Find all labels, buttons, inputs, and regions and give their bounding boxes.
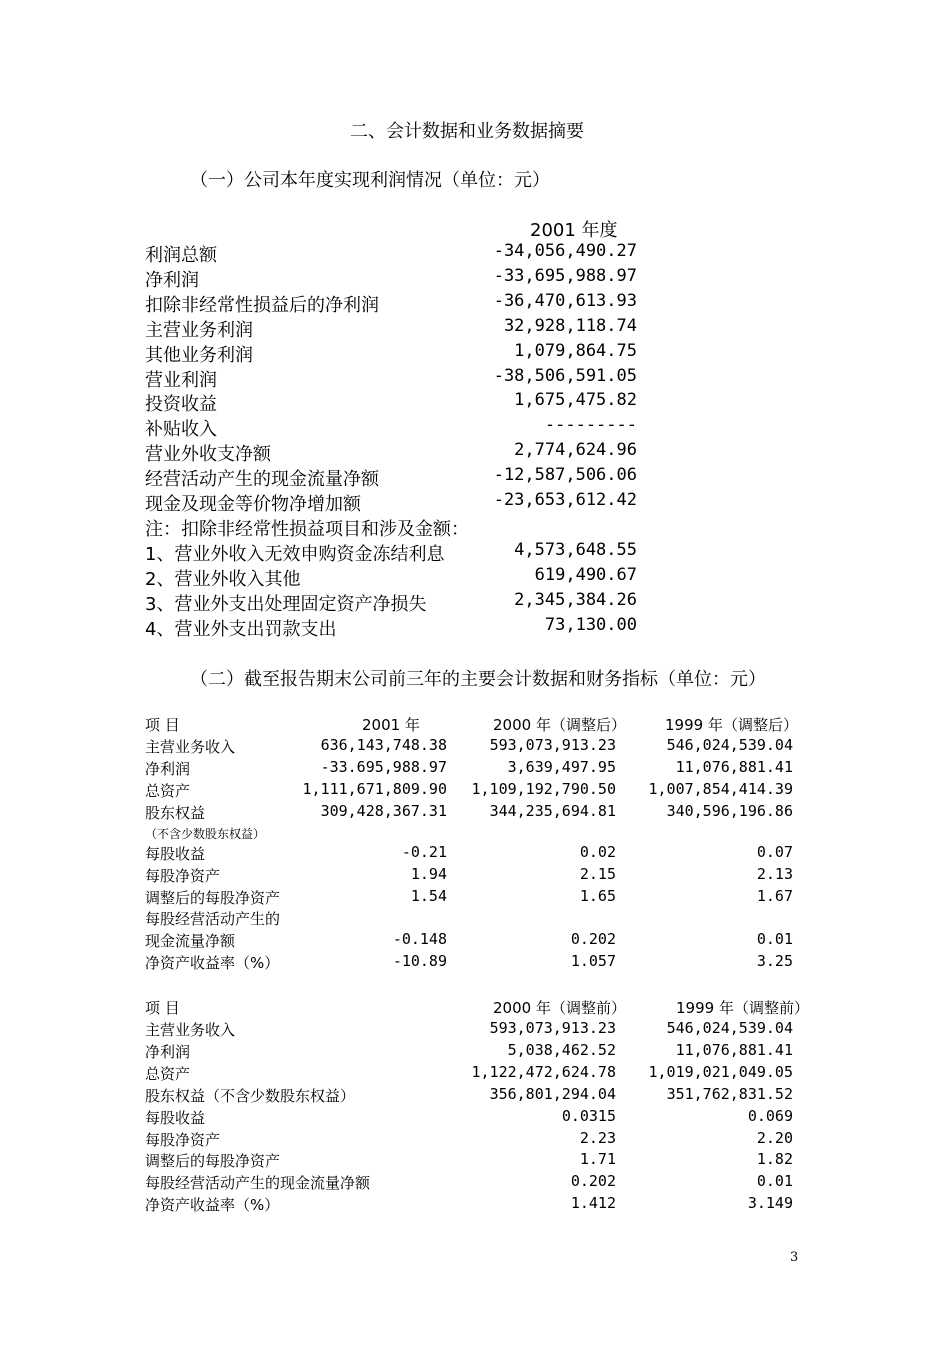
profit-row-label: 扣除非经常性损益后的净利润 — [145, 294, 379, 316]
page-number: 3 — [790, 1250, 799, 1265]
profit-row-value: -12,587,506.06 — [493, 465, 637, 486]
table2-cell-v2: 5,038,462.52 — [507, 1040, 616, 1059]
table2-row-label: 每股净资产 — [145, 1130, 221, 1149]
table2-cell-v3: 11,076,881.41 — [675, 1040, 793, 1059]
table1-cell-v2: 593,073,913.23 — [489, 736, 616, 754]
table1-cell-v2: 1,109,192,790.50 — [471, 780, 616, 798]
table1-row-label: （不含少数股东权益） — [145, 827, 266, 841]
section1-year-header: 2001 年度 — [530, 220, 618, 241]
profit-row-value: -36,470,613.93 — [493, 290, 637, 311]
profit-row-value: 619,490.67 — [534, 564, 637, 585]
table1-row-label: 主营业务收入 — [145, 738, 236, 756]
profit-row-label: 1、营业外收入无效申购资金冻结利息 — [145, 543, 445, 565]
table1-cell-v1: 309,428,367.31 — [320, 802, 447, 820]
table2-cell-v3: 1,019,021,049.05 — [648, 1062, 793, 1081]
table2-cell-v2: 1,122,472,624.78 — [471, 1062, 616, 1081]
profit-row-label: 2、营业外收入其他 — [145, 568, 301, 590]
profit-row-value: 2,774,624.96 — [514, 440, 637, 461]
profit-row-value: 1,675,475.82 — [514, 390, 637, 411]
profit-row-label: 投资收益 — [145, 394, 217, 416]
profit-row-value: -23,653,612.42 — [493, 490, 637, 510]
section1-title: （一）公司本年度实现利润情况（单位：元） — [190, 170, 550, 191]
table2-cell-v3: 0.069 — [747, 1106, 793, 1125]
profit-row — [145, 241, 637, 266]
profit-row-label: 其他业务利润 — [145, 344, 253, 366]
table2-row-label: 净利润 — [145, 1042, 191, 1061]
table2-header-cell: 项 目 — [145, 999, 180, 1017]
profit-row-label: 4、营业外支出罚款支出 — [145, 618, 337, 640]
table1-row-label: 调整后的每股净资产 — [145, 889, 281, 907]
table2-row-label: 每股收益 — [145, 1108, 206, 1127]
table1-cell-v2: 2.15 — [579, 865, 616, 883]
table1-row-label: 现金流量净额 — [145, 932, 236, 950]
profit-row — [145, 390, 637, 415]
profit-row-label: 经营活动产生的现金流量净额 — [145, 469, 379, 491]
table1-cell-v1: 636,143,748.38 — [320, 736, 447, 754]
table2-row-label: 每股经营活动产生的现金流量净额 — [145, 1174, 371, 1193]
table1-cell-v3: 1.67 — [756, 887, 793, 905]
profit-row — [145, 291, 637, 316]
table2-cell-v2: 0.0315 — [561, 1106, 616, 1125]
table1-cell-v1: -0.148 — [392, 930, 447, 948]
table2-cell-v3: 0.01 — [756, 1172, 793, 1191]
table2-cell-v3: 2.20 — [756, 1128, 793, 1147]
page-heading: 二、会计数据和业务数据摘要 — [350, 121, 584, 142]
profit-row-value: 1,079,864.75 — [514, 340, 637, 361]
table1-cell-v3: 0.01 — [756, 930, 793, 948]
table2-cell-v3: 3.149 — [747, 1194, 793, 1213]
section2-title: （二）截至报告期末公司前三年的主要会计数据和财务指标（单位：元） — [190, 669, 766, 690]
table1-cell-v2: 3,639,497.95 — [507, 758, 616, 776]
table1-cell-v1: -33.695,988.97 — [320, 758, 447, 776]
table1-row-label: 每股经营活动产生的 — [145, 910, 281, 928]
table1-cell-v3: 3.25 — [756, 952, 793, 970]
profit-row — [145, 515, 637, 540]
table1-row-label: 股东权益 — [145, 804, 206, 822]
table2-cell-v3: 546,024,539.04 — [666, 1019, 793, 1037]
profit-row — [145, 366, 637, 391]
table2-row-label: 股东权益（不含少数股东权益） — [145, 1086, 356, 1105]
profit-row-label: 注：扣除非经常性损益项目和涉及金额： — [145, 518, 469, 540]
table1-row-label: 净利润 — [145, 760, 191, 778]
profit-row — [145, 615, 637, 640]
table1-cell-v3: 11,076,881.41 — [675, 758, 793, 776]
table1-header-cell: 2000 年（调整后） — [493, 716, 626, 734]
profit-row — [145, 465, 637, 490]
table2-row-label: 调整后的每股净资产 — [145, 1152, 281, 1171]
table1-row-label: 总资产 — [145, 782, 191, 800]
profit-row-value: 4,573,648.55 — [514, 539, 637, 560]
table2-cell-v2: 356,801,294.04 — [489, 1084, 616, 1103]
table1-cell-v2: 344,235,694.81 — [489, 802, 616, 820]
table2-cell-v2: 0.202 — [570, 1172, 616, 1191]
profit-row — [145, 565, 637, 590]
profit-row-label: 现金及现金等价物净增加额 — [145, 494, 361, 515]
table2-row-label: 总资产 — [145, 1064, 191, 1083]
profit-row-label: 补贴收入 — [145, 419, 217, 441]
table1-cell-v3: 340,596,196.86 — [666, 802, 793, 820]
profit-row — [145, 415, 637, 440]
table1-cell-v1: 1,111,671,809.90 — [302, 780, 447, 798]
profit-row — [145, 266, 637, 291]
table2-cell-v2: 2.23 — [579, 1128, 616, 1147]
profit-row-value: -38,506,591.05 — [493, 365, 637, 386]
table1-cell-v1: 1.94 — [410, 865, 447, 883]
profit-row-value: -34,056,490.27 — [493, 241, 637, 261]
table2-cell-v3: 1.82 — [756, 1150, 793, 1169]
table1-cell-v3: 2.13 — [756, 865, 793, 883]
table1-cell-v3: 1,007,854,414.39 — [648, 780, 793, 798]
table1-cell-v1: -10.89 — [392, 952, 447, 970]
profit-row — [145, 490, 637, 515]
table2-row-label: 净资产收益率（%） — [145, 1196, 280, 1215]
profit-row-label: 营业利润 — [145, 369, 217, 391]
table1-header-cell: 2001 年 — [362, 716, 420, 734]
table1-cell-v2: 1.057 — [570, 952, 616, 970]
profit-row-value: --------- — [544, 415, 637, 436]
table2-cell-v2: 1.71 — [579, 1150, 616, 1169]
table1-row-label: 每股净资产 — [145, 867, 221, 885]
table1-cell-v3: 0.07 — [756, 843, 793, 861]
table2-cell-v2: 593,073,913.23 — [489, 1019, 616, 1037]
profit-row-label: 主营业务利润 — [145, 319, 253, 341]
table1-cell-v1: -0.21 — [401, 843, 447, 861]
profit-row-value: 2,345,384.26 — [514, 589, 637, 610]
profit-row — [145, 590, 637, 615]
table1-cell-v3: 546,024,539.04 — [666, 736, 793, 754]
profit-row-value: -33,695,988.97 — [493, 265, 637, 286]
profit-row-label: 营业外收支净额 — [145, 444, 271, 466]
table1-cell-v2: 1.65 — [579, 887, 616, 905]
table2-cell-v2: 1.412 — [570, 1194, 616, 1213]
profit-row-value: 32,928,118.74 — [503, 315, 637, 336]
table1-cell-v1: 1.54 — [410, 887, 447, 905]
table1-row-label: 净资产收益率（%） — [145, 954, 280, 972]
profit-row — [145, 341, 637, 366]
table1-cell-v2: 0.02 — [579, 843, 616, 861]
table2-row-label: 主营业务收入 — [145, 1021, 236, 1039]
table1-header-cell: 1999 年（调整后） — [665, 716, 798, 734]
profit-row-value: 73,130.00 — [544, 614, 637, 635]
table2-header-cell: 2000 年（调整前） — [493, 999, 626, 1017]
table2-header-cell: 1999 年（调整前） — [676, 999, 809, 1017]
profit-row-label: 净利润 — [145, 269, 199, 291]
table1-cell-v2: 0.202 — [570, 930, 616, 948]
profit-row — [145, 316, 637, 341]
table1-row-label: 每股收益 — [145, 845, 206, 863]
profit-row-label: 3、营业外支出处理固定资产净损失 — [145, 593, 427, 615]
table2-cell-v3: 351,762,831.52 — [666, 1084, 793, 1103]
profit-row — [145, 440, 637, 465]
table1-header-cell: 项 目 — [145, 716, 180, 734]
profit-row-label: 利润总额 — [145, 245, 217, 266]
profit-row — [145, 540, 637, 565]
